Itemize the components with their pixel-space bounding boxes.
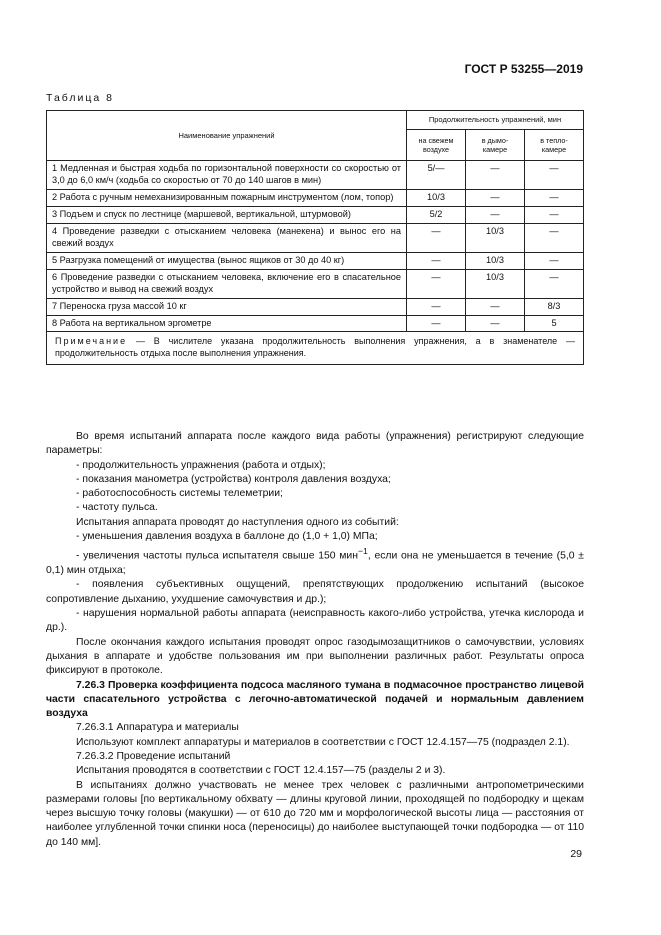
table-row	[47, 189, 584, 206]
duration-cell: —	[407, 223, 466, 252]
column-header-smoke-chamber: в дымо-камере	[466, 130, 525, 161]
section-heading: 7.26.3 Проверка коэффициента подсоса масляного тумана в подмасочное пространство лицевой части спасательного устройства с легочно-автоматической подачей и нормальным давлением воздуха	[46, 679, 584, 720]
standard-header: ГОСТ Р 53255—2019	[464, 62, 583, 76]
subsection-heading: 7.26.3.2 Проведение испытаний	[76, 751, 231, 762]
exercise-name: 7 Переноска груза массой 10 кг	[47, 298, 407, 315]
duration-cell: —	[466, 189, 525, 206]
table-note-row	[47, 332, 584, 364]
duration-cell: —	[525, 189, 584, 206]
exercise-name: 8 Работа на вертикальном эргометре	[47, 315, 407, 332]
paragraph: Испытания аппарата проводят до наступления одного из событий:	[76, 516, 399, 528]
exercise-duration-table	[46, 110, 584, 365]
table-row	[47, 298, 584, 315]
superscript: −1	[357, 546, 368, 557]
table-row	[47, 315, 584, 332]
exercise-name: 4 Проведение разведки с отысканием человека (манекена) и вынос его на свежий воздух	[47, 223, 407, 252]
duration-cell: —	[407, 298, 466, 315]
list-item: - работоспособность системы телеметрии;	[76, 488, 283, 500]
duration-cell: 10/3	[466, 223, 525, 252]
duration-cell: —	[525, 269, 584, 298]
exercise-name: 2 Работа с ручным немеханизированным пожарным инструментом (лом, топор)	[47, 189, 407, 206]
exercise-name: 3 Подъем и спуск по лестнице (маршевой, вертикальной, штурмовой)	[47, 206, 407, 223]
duration-cell: —	[525, 223, 584, 252]
duration-cell: 5/—	[407, 161, 466, 190]
table-caption: Таблица 8	[46, 92, 114, 104]
duration-cell: 10/3	[466, 269, 525, 298]
duration-cell: —	[525, 206, 584, 223]
list-item-text: - увеличения частоты пульса испытателя свыше 150 мин	[76, 550, 358, 562]
table-header-row	[47, 111, 584, 130]
table-note	[47, 332, 584, 364]
page-number: 29	[570, 848, 582, 860]
duration-cell: 8/3	[525, 298, 584, 315]
list-item: - продолжительность упражнения (работа и отдых);	[76, 459, 326, 471]
table-row	[47, 223, 584, 252]
note-label: Примечание	[55, 336, 128, 347]
duration-cell: 10/3	[407, 189, 466, 206]
duration-cell: 5	[525, 315, 584, 332]
table-row	[47, 252, 584, 269]
duration-cell: —	[466, 161, 525, 190]
paragraph: В испытаниях должно участвовать не менее трех человек с различными антропометрическими размерами головы [по вертикальному обхвату — длины круговой линии, проходящей по подбородку и щекам через высшую точку головы (макушки) — от 610 до 720 мм и морфологической высоты лица — расстояния от наиболее углубленной точки спинки носа (переносицы) до наиболее выступающей точки подбородка — от 110 до 140 мм].	[46, 779, 584, 848]
column-header-heat-chamber: в тепло-камере	[525, 130, 584, 161]
list-item: - уменьшения давления воздуха в баллоне до (1,0 + 1,0) МПа;	[76, 531, 378, 543]
paragraph: Испытания проводятся в соответствии с ГОСТ 12.4.157—75 (разделы 2 и 3).	[76, 765, 446, 777]
table-row	[47, 161, 584, 190]
duration-cell: —	[466, 206, 525, 223]
exercise-name: 1 Медленная и быстрая ходьба по горизонтальной поверхности со скоростью от 3,0 до 6,0 км/ч (ходьба со скоростью от 70 до 140 шагов в мин)	[47, 161, 407, 190]
duration-cell: —	[407, 252, 466, 269]
exercise-name: 6 Проведение разведки с отысканием человека, включение его в спасательное устройство и вывод на свежий воздух	[47, 269, 407, 298]
duration-cell: —	[466, 315, 525, 332]
list-item: - появления субъективных ощущений, препятствующих продолжению испытаний (высокое сопротивление дыханию, ухудшение самочувствия и др.);	[46, 579, 584, 605]
duration-cell: —	[407, 315, 466, 332]
list-item: - нарушения нормальной работы аппарата (неисправность какого-либо устройства, утечка кислорода и др.).	[46, 608, 584, 634]
duration-cell: —	[525, 161, 584, 190]
list-item: - показания манометра (устройства) контроля давления воздуха;	[76, 473, 391, 485]
paragraph: Используют комплект аппаратуры и материалов в соответствии с ГОСТ 12.4.157—75 (подраздел 2.1).	[76, 736, 570, 748]
column-header-name: Наименование упражнений	[47, 111, 407, 161]
paragraph: После окончания каждого испытания проводят опрос газодымозащитников о самочувствии, условиях дыхания в аппарате и удобстве пользования им при выполнении различных работ. Результаты опроса фиксируют в протоколе.	[46, 636, 584, 677]
duration-cell: 5/2	[407, 206, 466, 223]
duration-cell: —	[407, 269, 466, 298]
paragraph: Во время испытаний аппарата после каждого вида работы (упражнения) регистрируют следующие параметры:	[46, 431, 584, 457]
body-text	[46, 430, 584, 850]
column-header-fresh-air: на свежем воздухе	[407, 130, 466, 161]
list-item: - частоту пульса.	[76, 502, 158, 514]
duration-cell: —	[466, 298, 525, 315]
list-item-text: , если она не уменьшается в течение (5,0 ± 0,1) мин отдыха;	[46, 550, 584, 577]
list-item	[46, 544, 584, 578]
exercise-name: 5 Разгрузка помещений от имущества (вынос ящиков от 30 до 40 кг)	[47, 252, 407, 269]
duration-cell: —	[525, 252, 584, 269]
subsection-heading: 7.26.3.1 Аппаратура и материалы	[76, 722, 239, 734]
duration-cell: 10/3	[466, 252, 525, 269]
table-row	[47, 269, 584, 298]
table-row	[47, 206, 584, 223]
note-text: — В числителе указана продолжительность выполнения упражнения, а в знаменателе — продолжительность отдыха после выполнения упражнения.	[55, 336, 575, 359]
column-header-duration: Продолжительность упражнений, мин	[407, 111, 584, 130]
